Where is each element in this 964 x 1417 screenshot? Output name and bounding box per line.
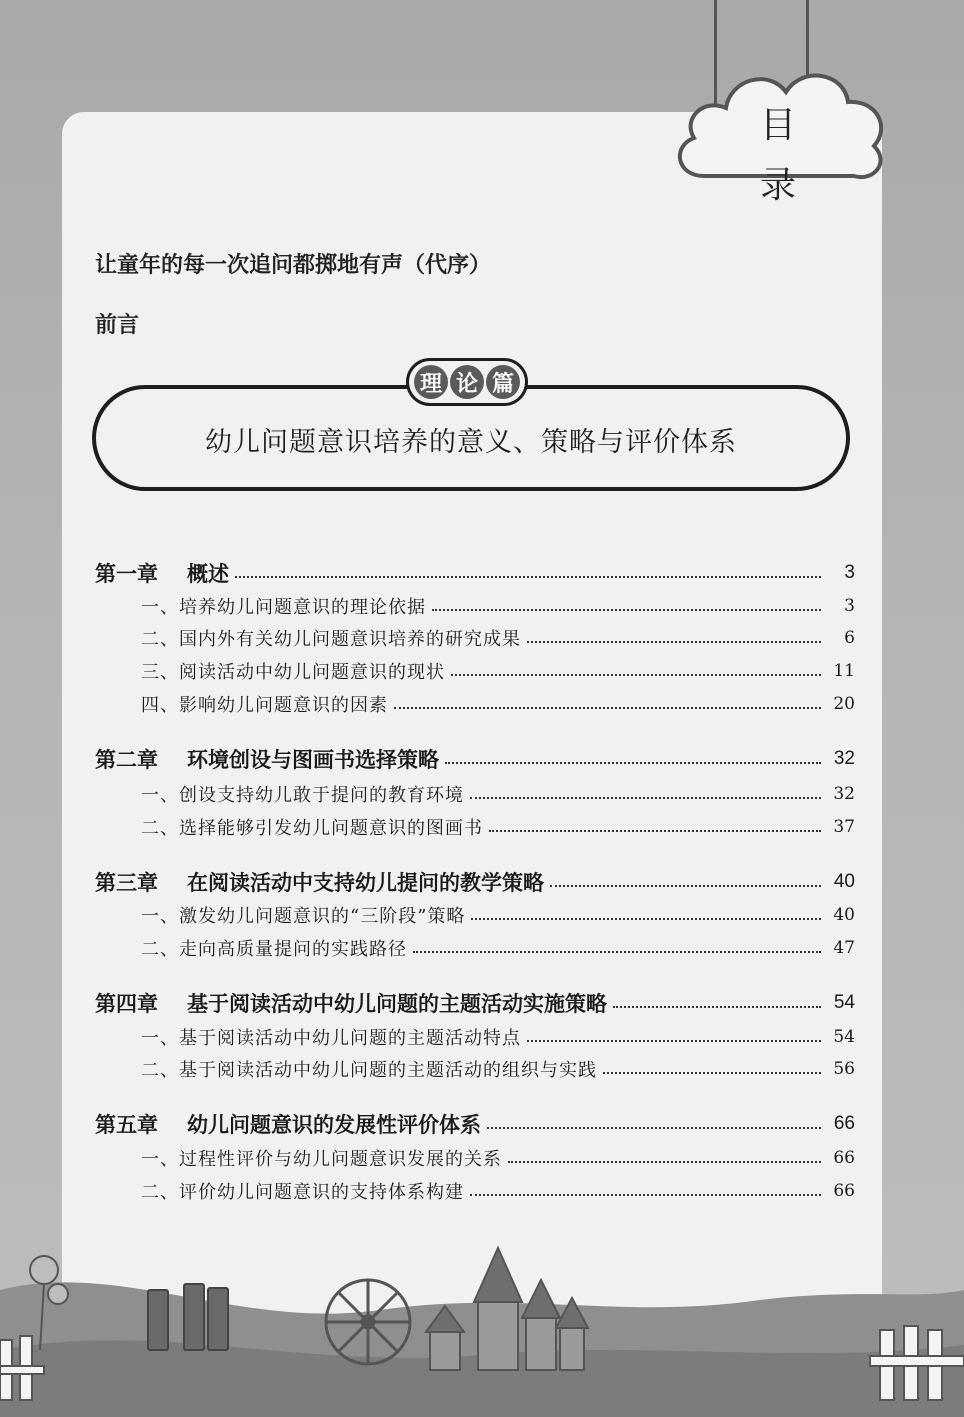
dot-leader <box>413 951 821 953</box>
dot-leader <box>603 1072 821 1074</box>
dot-leader <box>613 1006 821 1008</box>
front-matter-foreword: 前言 <box>95 313 140 338</box>
chapter-title: 在阅读活动中支持幼儿提问的教学策略 <box>187 871 544 895</box>
toc-section[interactable] <box>95 902 855 928</box>
dot-leader <box>550 885 821 887</box>
section-title: 二、选择能够引发幼儿问题意识的图画书 <box>141 818 483 839</box>
section-title: 二、基于阅读活动中幼儿问题的主题活动的组织与实践 <box>141 1060 597 1081</box>
chapter-title: 幼儿问题意识的发展性评价体系 <box>187 1113 481 1137</box>
dot-leader <box>489 830 821 832</box>
page-ref: 11 <box>833 661 855 681</box>
toc-section[interactable] <box>95 781 855 807</box>
ferris-wheel-icon <box>326 1280 410 1364</box>
toc-chapter-2[interactable] <box>95 744 855 774</box>
toc-chapter-4[interactable] <box>95 988 855 1018</box>
dot-leader <box>451 674 821 676</box>
page-ref: 66 <box>833 1181 855 1201</box>
page-title: 目 录 <box>759 105 824 206</box>
part-badge-char: 理 <box>414 365 448 399</box>
toc-chapter-3[interactable] <box>95 867 855 897</box>
page-ref: 6 <box>844 628 855 648</box>
page-ref: 40 <box>833 905 855 925</box>
toc-section[interactable] <box>95 658 855 684</box>
dot-leader <box>527 641 821 643</box>
part-subtitle: 幼儿问题意识培养的意义、策略与评价体系 <box>205 427 737 458</box>
toc-chapter-5[interactable] <box>95 1109 855 1139</box>
part-badge <box>406 358 528 406</box>
page-ref: 3 <box>844 596 855 616</box>
dot-leader <box>487 1127 821 1129</box>
page-ref: 54 <box>833 992 855 1013</box>
section-title: 二、评价幼儿问题意识的支持体系构建 <box>141 1182 464 1203</box>
section-title: 一、创设支持幼儿敢于提问的教育环境 <box>141 785 464 806</box>
chapter-title: 概述 <box>187 562 229 586</box>
chapter-label: 第二章 <box>95 748 158 772</box>
page-ref: 66 <box>833 1148 855 1168</box>
chapter-label: 第三章 <box>95 871 158 895</box>
toc-section[interactable] <box>95 814 855 840</box>
section-title: 四、影响幼儿问题意识的因素 <box>141 695 388 716</box>
page-ref: 32 <box>833 748 855 769</box>
toc-section[interactable] <box>95 593 855 619</box>
toc-section[interactable] <box>95 1056 855 1082</box>
dot-leader <box>527 1040 821 1042</box>
page-ref: 54 <box>833 1027 855 1047</box>
toc-section[interactable] <box>95 625 855 651</box>
page-ref: 3 <box>844 562 855 583</box>
chapter-label: 第四章 <box>95 992 158 1016</box>
toc-chapter-1[interactable] <box>95 558 855 588</box>
dot-leader <box>471 918 821 920</box>
section-title: 二、走向高质量提问的实践路径 <box>141 939 407 960</box>
dot-leader <box>432 609 821 611</box>
dot-leader <box>445 762 821 764</box>
toc-section[interactable] <box>95 691 855 717</box>
section-title: 三、阅读活动中幼儿问题意识的现状 <box>141 662 445 683</box>
page-ref: 40 <box>833 871 855 892</box>
section-title: 一、基于阅读活动中幼儿问题的主题活动特点 <box>141 1028 521 1049</box>
chapter-title: 环境创设与图画书选择策略 <box>187 748 439 772</box>
toc-section[interactable] <box>95 1024 855 1050</box>
dot-leader <box>470 797 821 799</box>
page-ref: 47 <box>833 938 855 958</box>
page-ref: 56 <box>833 1059 855 1079</box>
part-badge-char: 篇 <box>486 365 520 399</box>
dot-leader <box>508 1161 821 1163</box>
section-title: 一、培养幼儿问题意识的理论依据 <box>141 597 426 618</box>
chapter-title: 基于阅读活动中幼儿问题的主题活动实施策略 <box>187 992 607 1016</box>
toc-section[interactable] <box>95 1145 855 1171</box>
section-title: 一、激发幼儿问题意识的“三阶段”策略 <box>141 906 466 927</box>
section-title: 二、国内外有关幼儿问题意识培养的研究成果 <box>141 629 521 650</box>
page-ref: 66 <box>833 1113 855 1134</box>
part-badge-char: 论 <box>450 365 484 399</box>
front-matter-preface: 让童年的每一次追问都掷地有声（代序） <box>95 253 492 278</box>
dot-leader <box>235 576 821 578</box>
page-ref: 20 <box>833 694 855 714</box>
dot-leader <box>394 707 821 709</box>
page-ref: 32 <box>833 784 855 804</box>
section-title: 一、过程性评价与幼儿问题意识发展的关系 <box>141 1149 502 1170</box>
toc-section[interactable] <box>95 935 855 961</box>
landscape-illustration <box>0 1180 964 1417</box>
chapter-label: 第一章 <box>95 562 158 586</box>
chapter-label: 第五章 <box>95 1113 158 1137</box>
pencil-icon <box>148 1284 228 1350</box>
page-ref: 37 <box>833 817 855 837</box>
